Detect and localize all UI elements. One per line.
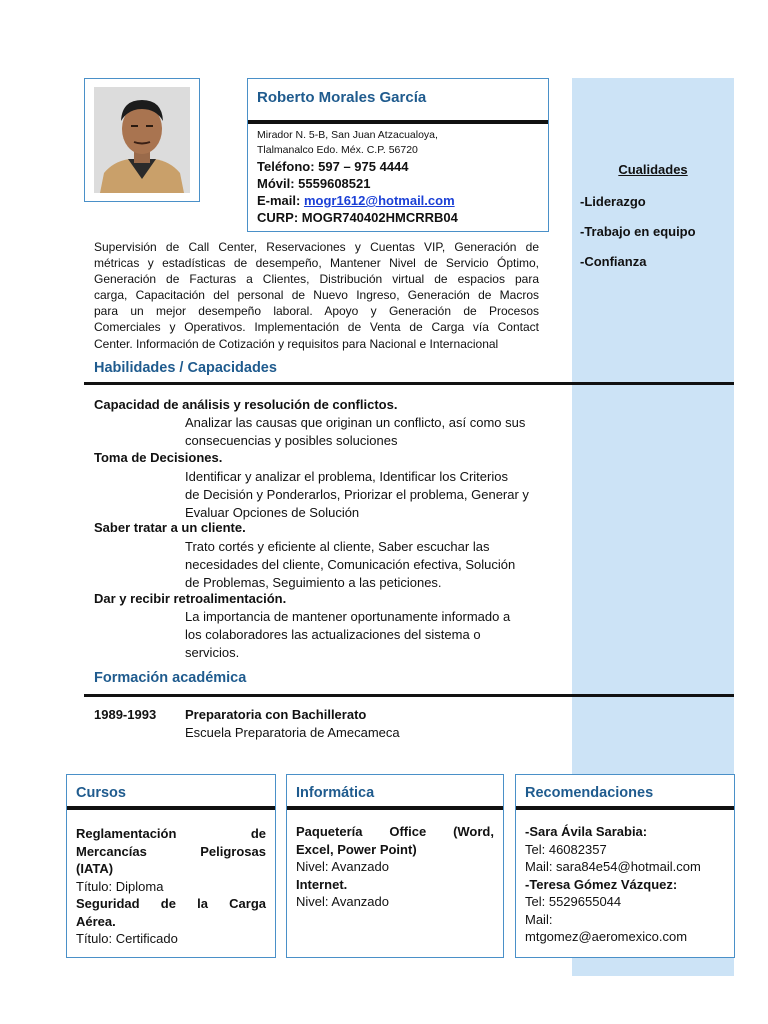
candidate-name: Roberto Morales García (257, 89, 427, 106)
skill-line: Analizar las causas que originan un conflicto, así como sus (185, 415, 526, 430)
qualities-title: Cualidades (618, 162, 688, 177)
summary-line: métricas y estadísticas de desempeño, Mantener Nivel de Servicio Óptimo, (94, 256, 539, 271)
summary-line: Comerciales y Operativos. Implementación de Venta de Carga vía Contact (94, 320, 539, 335)
it-skills-list (296, 823, 494, 911)
skill-line: servicios. (185, 644, 240, 660)
skills-title: Habilidades / Capacidades (94, 360, 277, 376)
quality-item: -Trabajo en equipo (580, 224, 696, 239)
skill-description (185, 414, 565, 450)
course-certificate: Título: Certificado (76, 931, 178, 946)
skill-line: Identificar y analizar el problema, Identificar los Criterios (185, 469, 508, 484)
quality-item: -Liderazgo (580, 194, 646, 209)
skill-heading: Toma de Decisiones. (94, 450, 223, 465)
it-skills-box (286, 774, 504, 958)
course-certificate: Título: Diploma (76, 878, 164, 894)
email-row (257, 193, 455, 208)
summary-line: Center. Información de Cotización y requisitos para Nacional e Internacional (94, 336, 499, 351)
it-skills-divider (287, 806, 503, 810)
address-line: Tlalmanalco Edo. Méx. C.P. 56720 (257, 144, 418, 156)
it-skill-level: Nivel: Avanzado (296, 894, 389, 909)
it-skill-name: Paquetería Office (Word, (296, 824, 494, 839)
it-skill-name: Internet. (296, 876, 348, 892)
contact-card (247, 78, 549, 232)
email-link[interactable]: mogr1612@hotmail.com (303, 193, 455, 208)
courses-box (66, 774, 276, 958)
skill-line: de Problemas, Seguimiento a las peticiones. (185, 574, 442, 590)
phone-number: Teléfono: 597 – 975 4444 (257, 159, 409, 174)
summary-line: Generación de Facturas a Clientes, Distribución virtual de espacios para (94, 272, 539, 287)
it-skill-level: Nivel: Avanzado (296, 859, 389, 874)
professional-summary (94, 239, 539, 352)
skill-heading: Dar y recibir retroalimentación. (94, 591, 287, 606)
courses-list (76, 825, 266, 948)
course-name: Reglamentación de (76, 826, 266, 841)
skills-divider (84, 382, 734, 385)
skill-line: necesidades del cliente, Comunicación efectiva, Solución (185, 556, 516, 572)
reference-phone: Tel: 5529655044 (525, 894, 622, 909)
courses-divider (67, 806, 275, 810)
references-divider (516, 806, 734, 810)
address-line: Mirador N. 5-B, San Juan Atzacualoya, (257, 129, 438, 141)
education-degree: Preparatoria con Bachillerato (185, 707, 367, 722)
it-skills-title: Informática (296, 785, 375, 801)
references-box (515, 774, 735, 958)
course-name: Mercancías Peligrosas (76, 843, 266, 859)
course-name: (IATA) (76, 861, 114, 876)
reference-phone: Tel: 46082357 (525, 841, 607, 857)
skill-heading: Saber tratar a un cliente. (94, 520, 246, 535)
skill-line: La importancia de mantener oportunamente informado a (185, 609, 511, 624)
reference-email-label: Mail: (525, 911, 553, 927)
skill-line: de Decisión y Ponderarlos, Priorizar el problema, Generar y (185, 486, 529, 502)
references-list (525, 823, 729, 946)
courses-title: Cursos (76, 785, 126, 801)
skill-line: consecuencias y posibles soluciones (185, 432, 398, 448)
summary-line: para un mejor desempeño laboral. Apoyo y Generación de Procesos (94, 304, 539, 319)
summary-line: Supervisión de Call Center, Reservaciones y Cuentas VIP, Generación de (94, 240, 539, 254)
skill-description (185, 468, 565, 521)
summary-line: carga, Capacitación del personal de Nuevo Ingreso, Generación de Macros (94, 288, 539, 303)
education-school: Escuela Preparatoria de Amecameca (185, 725, 400, 740)
quality-item: -Confianza (580, 254, 647, 269)
mobile-number: Móvil: 5559608521 (257, 176, 371, 191)
reference-name: -Sara Ávila Sarabia: (525, 824, 648, 839)
profile-photo (94, 87, 190, 193)
skill-description (185, 538, 565, 591)
references-title: Recomendaciones (525, 785, 654, 801)
education-title: Formación académica (94, 670, 247, 686)
curp: CURP: MOGR740402HMCRRB04 (257, 210, 458, 225)
name-divider (248, 120, 548, 124)
email-label: E-mail: (257, 193, 301, 208)
skill-description (185, 608, 565, 661)
course-name: Seguridad de la Carga (76, 896, 266, 911)
skill-line: Evaluar Opciones de Solución (185, 504, 360, 520)
reference-email: mtgomez@aeromexico.com (525, 929, 688, 944)
reference-email: Mail: sara84e54@hotmail.com (525, 859, 701, 874)
education-divider (84, 694, 734, 697)
skill-line: los colaboradores las actualizaciones del sistema o (185, 626, 481, 642)
skill-heading: Capacidad de análisis y resolución de conflictos. (94, 397, 398, 412)
course-name: Aérea. (76, 913, 116, 929)
reference-name: -Teresa Gómez Vázquez: (525, 876, 678, 892)
skill-line: Trato cortés y eficiente al cliente, Saber escuchar las (185, 539, 490, 554)
it-skill-name: Excel, Power Point) (296, 841, 417, 857)
education-years: 1989-1993 (94, 707, 157, 722)
photo-frame (84, 78, 200, 202)
